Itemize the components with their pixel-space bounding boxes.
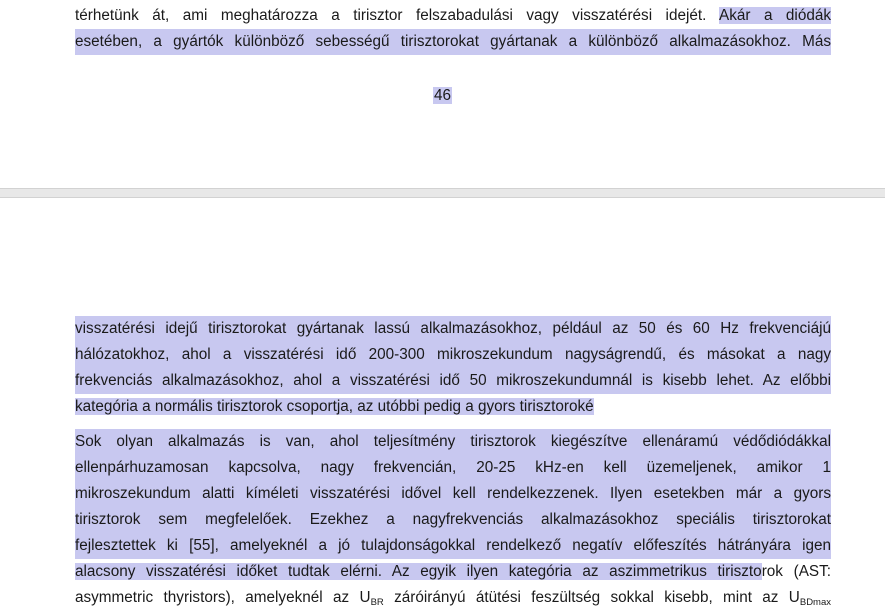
paragraph2-line-partial-selection[interactable]: [75, 559, 831, 585]
paragraph1-line[interactable]: visszatérési idejű tirisztorokat gyártanak lassú alkalmazásokhoz, például az 50 és 60 Hz frekvenciájú: [75, 316, 831, 342]
page-separator: [0, 188, 885, 198]
document-page-46[interactable]: [0, 0, 885, 188]
text-selection[interactable]: Akár a diódák: [719, 7, 831, 24]
page-number: [0, 84, 885, 108]
paragraph2-line-subscripts[interactable]: [75, 585, 831, 611]
paragraph1-line[interactable]: frekvenciás alkalmazásokhoz, ahol a visszatérési idő 50 mikroszekundumnál is kisebb lehet. Az előbbi: [75, 368, 831, 394]
text-selection[interactable]: kategória a normális tirisztorok csoportja, az utóbbi pedig a gyors tirisztoroké: [75, 398, 594, 415]
text-run[interactable]: záróirányú átütési feszültség sokkal kisebb, mint az U: [383, 589, 800, 606]
subscript-br[interactable]: BR: [370, 597, 384, 608]
text-line-selected[interactable]: esetében, a gyártók különböző sebességű tirisztorokat gyártanak a különböző alkalmazásokhoz. Más: [75, 29, 831, 55]
paragraph1-line[interactable]: hálózatokhoz, ahol a visszatérési idő 200-300 mikroszekundum nagyságrendű, és másokat a nagy: [75, 342, 831, 368]
paragraph2-line[interactable]: fejlesztettek ki [55], amelyeknél a jó tulajdonságokkal rendelkező negatív előfeszítés hátrányára igen: [75, 533, 831, 559]
page-number-text[interactable]: 46: [433, 87, 451, 104]
text-unselected[interactable]: rok (AST:: [761, 563, 831, 580]
text-selection[interactable]: alacsony visszatérési időket tudtak elérni. Az egyik ilyen kategória az aszimmetrikus tiriszto: [75, 563, 762, 580]
text-unselected[interactable]: térhetünk át, ami meghatározza a tirisztor felszabadulási vagy visszatérési idejét.: [75, 7, 720, 24]
subscript-bdmax[interactable]: BDmax: [799, 597, 832, 608]
text-run[interactable]: asymmetric thyristors), amelyeknél az U: [75, 589, 371, 606]
paragraph2-line[interactable]: mikroszekundum alatti kíméleti visszatérési idővel kell rendelkezzenek. Ilyen esetekben már a gyors: [75, 481, 831, 507]
text-line[interactable]: [75, 3, 831, 29]
paragraph2-line[interactable]: ellenpárhuzamosan kapcsolva, nagy frekvencián, 20-25 kHz-en kell üzemeljenek, amikor 1: [75, 455, 831, 481]
document-page-47[interactable]: [0, 198, 885, 609]
paragraph2-line[interactable]: Sok olyan alkalmazás is van, ahol teljesítmény tirisztorok kiegészítve ellenáramú védődiódákkal: [75, 429, 831, 455]
paragraph1-line-last[interactable]: [75, 394, 831, 420]
paragraph2-line[interactable]: tirisztorok sem megfelelőek. Ezekhez a nagyfrekvenciás alkalmazásokhoz speciális tirisztorokat: [75, 507, 831, 533]
